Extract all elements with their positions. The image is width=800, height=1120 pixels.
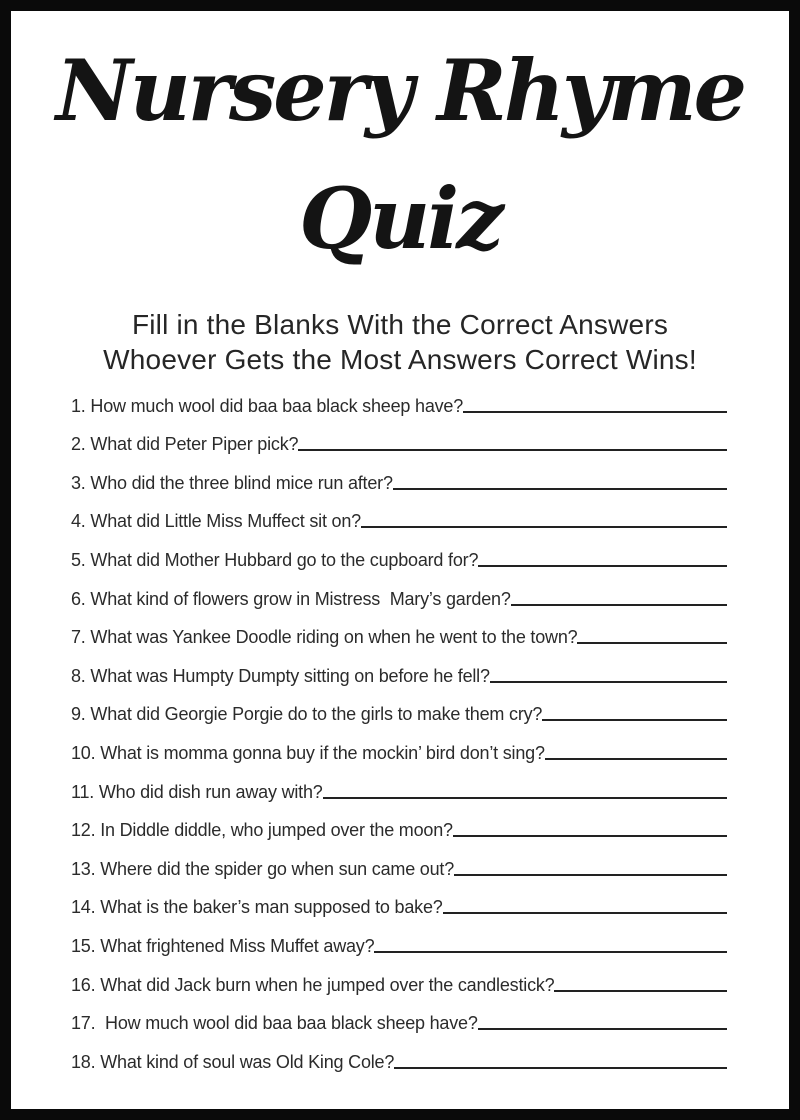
- answer-blank-line-11: [323, 797, 727, 799]
- answer-blank-line-2: [298, 449, 727, 451]
- page-title-line-2: Quiz: [299, 169, 501, 268]
- question-row-16: [71, 957, 727, 996]
- question-text-15: 15. What frightened Miss Muffet away?: [71, 935, 375, 956]
- answer-blank-line-3: [393, 488, 727, 490]
- question-row-17: [71, 996, 727, 1035]
- question-text-17: 17. How much wool did baa baa black sheep have?: [71, 1013, 478, 1034]
- answer-blank-line-10: [545, 758, 727, 760]
- answer-blank-line-15: [374, 951, 727, 953]
- question-text-12: 12. In Diddle diddle, who jumped over the moon?: [71, 820, 453, 841]
- question-row-3: [71, 455, 727, 494]
- question-text-5: 5. What did Mother Hubbard go to the cupboard for?: [71, 549, 479, 570]
- question-text-8: 8. What was Humpty Dumpty sitting on before he fell?: [71, 665, 490, 686]
- question-text-3: 3. Who did the three blind mice run after?: [71, 472, 393, 493]
- question-text-9: 9. What did Georgie Porgie do to the girls to make them cry?: [71, 704, 543, 725]
- answer-blank-line-18: [394, 1067, 727, 1069]
- answer-blank-line-16: [554, 990, 727, 992]
- answer-blank-line-8: [490, 681, 727, 683]
- answer-blank-line-7: [577, 642, 727, 644]
- page-subtitle-line-1: Fill in the Blanks With the Correct Answers: [131, 309, 669, 340]
- question-text-16: 16. What did Jack burn when he jumped over the candlestick?: [71, 974, 555, 995]
- question-row-15: [71, 918, 727, 957]
- page-title: [11, 27, 789, 283]
- question-row-14: [71, 880, 727, 919]
- question-text-2: 2. What did Peter Piper pick?: [71, 434, 299, 455]
- answer-blank-line-17: [478, 1028, 727, 1030]
- question-row-4: [71, 494, 727, 533]
- answer-blank-line-9: [542, 719, 727, 721]
- question-row-11: [71, 764, 727, 803]
- answer-blank-line-14: [443, 912, 727, 914]
- answer-blank-line-13: [454, 874, 727, 876]
- question-row-7: [71, 610, 727, 649]
- page-subtitle: [11, 307, 789, 377]
- question-row-2: [71, 417, 727, 456]
- question-row-8: [71, 648, 727, 687]
- question-list: [71, 378, 727, 1073]
- question-text-13: 13. Where did the spider go when sun came out?: [71, 858, 455, 879]
- question-row-18: [71, 1034, 727, 1073]
- question-text-4: 4. What did Little Miss Muffect sit on?: [71, 511, 361, 532]
- page-subtitle-line-2: Whoever Gets the Most Answers Correct Wins!: [103, 344, 697, 375]
- question-row-1: [71, 378, 727, 417]
- question-text-1: 1. How much wool did baa baa black sheep have?: [71, 395, 464, 416]
- answer-blank-line-12: [453, 835, 727, 837]
- question-text-10: 10. What is momma gonna buy if the mockin’ bird don’t sing?: [71, 742, 545, 763]
- answer-blank-line-5: [478, 565, 727, 567]
- answer-blank-line-4: [361, 526, 727, 528]
- question-row-9: [71, 687, 727, 726]
- question-row-12: [71, 803, 727, 842]
- question-text-6: 6. What kind of flowers grow in Mistress Mary’s garden?: [71, 588, 511, 609]
- answer-blank-line-6: [511, 604, 727, 606]
- question-text-11: 11. Who did dish run away with?: [71, 781, 323, 802]
- answer-blank-line-1: [463, 411, 727, 413]
- page-title-line-1: Nursery Rhyme: [55, 41, 745, 140]
- question-text-18: 18. What kind of soul was Old King Cole?: [71, 1051, 395, 1072]
- question-row-5: [71, 532, 727, 571]
- question-row-10: [71, 725, 727, 764]
- question-row-13: [71, 841, 727, 880]
- question-text-14: 14. What is the baker’s man supposed to bake?: [71, 897, 443, 918]
- question-text-7: 7. What was Yankee Doodle riding on when he went to the town?: [71, 627, 578, 648]
- question-row-6: [71, 571, 727, 610]
